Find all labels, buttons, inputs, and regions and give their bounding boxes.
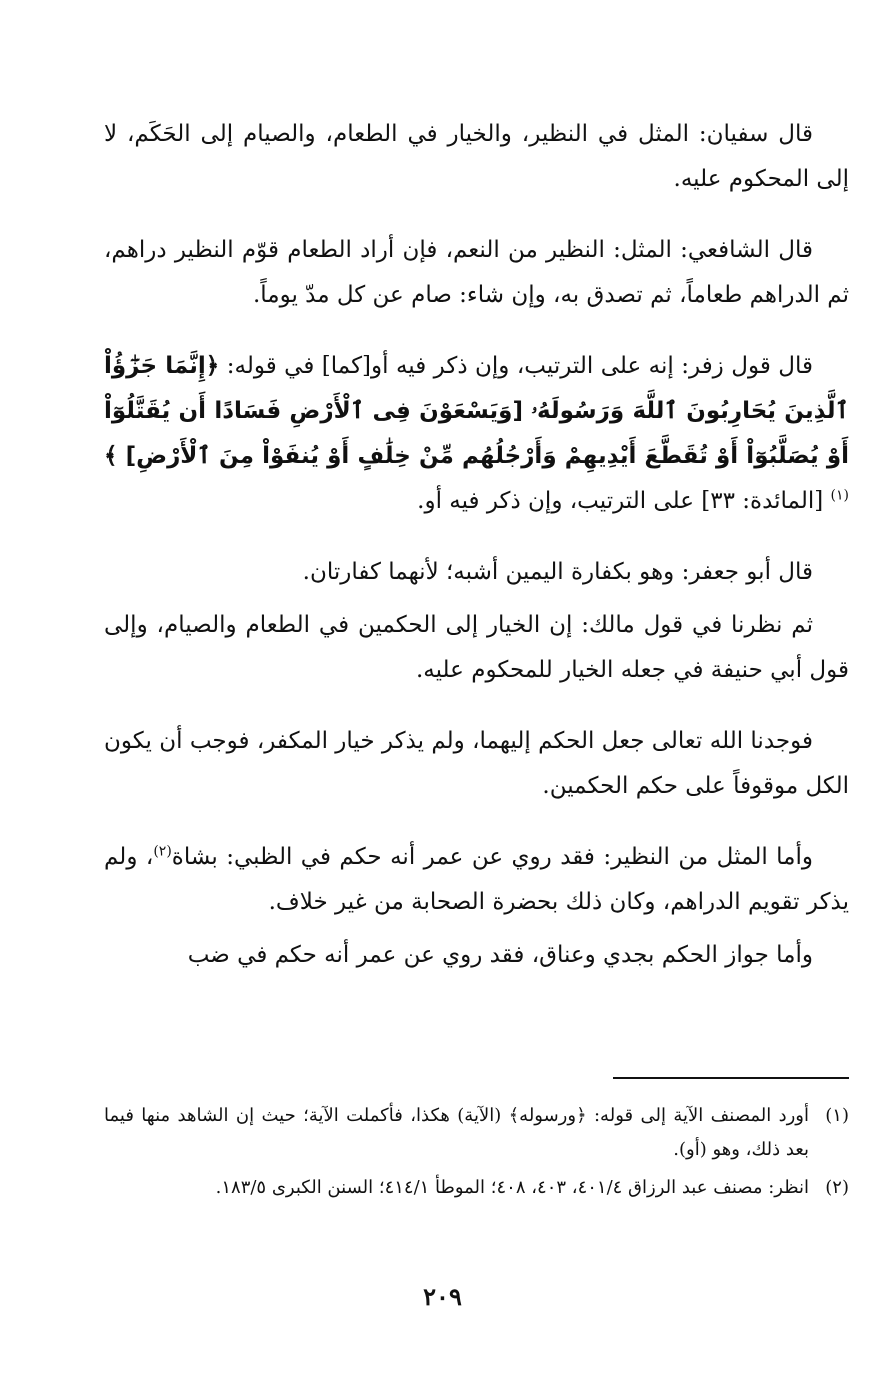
- footnote-number: (١): [825, 1105, 849, 1126]
- paragraph-mithl-end: ، ولم يذكر تقويم الدراهم، وكان ذلك بحضرة الصحابة من غير خلاف.: [104, 844, 849, 915]
- main-text: [104, 112, 849, 978]
- footnotes: [104, 1099, 849, 1209]
- paragraph-sufyan: قال سفيان: المثل في النظير، والخيار في الطعام، والصيام إلى الحَكَم، لا إلى المحكوم عليه.: [104, 121, 849, 192]
- paragraph-shafii: قال الشافعي: المثل: النظير من النعم، فإن أراد الطعام قوّم النظير دراهم، ثم الدراهم طعاماً، ثم تصدق به، وإن شاء: صام عن كل مدّ يوماً.: [104, 237, 849, 308]
- footnote-2: [104, 1171, 849, 1205]
- paragraph-abu-jafar: قال أبو جعفر: وهو بكفارة اليمين أشبه؛ لأنهما كفارتان.: [302, 559, 813, 585]
- footnote-text: انظر: مصنف عبد الرزاق ٤٠١/٤، ٤٠٣، ٤٠٨؛ الموطأ ٤١٤/١؛ السنن الكبرى ١٨٣/٥.: [215, 1177, 809, 1198]
- paragraph-mithl-start: وأما المثل من النظير: فقد روي عن عمر أنه حكم في الظبي: بشاة: [171, 844, 813, 870]
- footnote-number: (٢): [825, 1177, 849, 1198]
- paragraph-zufar: [104, 344, 849, 524]
- paragraph-zufar-intro: قال قول زفر: إنه على الترتيب، وإن ذكر فيه أو[كما] في قوله:: [226, 353, 814, 379]
- footnote-ref-1[interactable]: (١): [830, 487, 849, 504]
- paragraph-zufar-end: [المائدة: ٣٣] على الترتيب، وإن ذكر فيه أو.: [417, 488, 824, 514]
- paragraph-jady: وأما جواز الحكم بجدي وعناق، فقد روي عن عمر أنه حكم في ضب: [187, 942, 813, 968]
- page-number: ٢٠٩: [423, 1282, 462, 1311]
- footnote-ref-2[interactable]: (٢): [153, 843, 172, 860]
- paragraph-malik: ثم نظرنا في قول مالك: إن الخيار إلى الحكمين في الطعام والصيام، وإلى قول أبي حنيفة في جعله الخيار للمحكوم عليه.: [104, 612, 849, 683]
- quran-verse: ﴿إِنَّمَا جَزَٰٓؤُاْ ٱلَّذِينَ يُحَارِبُونَ ٱللَّهَ وَرَسُولَهُۥ [وَيَسْعَوْنَ فِى ٱلْأَرْضِ فَسَادًا أَن يُقَتَّلُوٓاْ أَوْ يُصَلَّبُوٓاْ أَوْ تُقَطَّعَ أَيْدِيهِمْ وَأَرْجُلُهُم مِّنْ خِلَٰفٍ أَوْ يُنفَوْاْ مِنَ ٱلْأَرْضِ] ﴾: [104, 353, 849, 469]
- footnote-divider: [613, 1077, 849, 1079]
- paragraph-mithl: [104, 835, 849, 925]
- footnote-1: [104, 1099, 849, 1167]
- footnote-text: أورد المصنف الآية إلى قوله: ﴿ورسوله﴾ (الآية) هكذا، فأكملت الآية؛ حيث إن الشاهد منها فيما بعد ذلك، وهو (أو).: [104, 1105, 809, 1160]
- paragraph-hukm: فوجدنا الله تعالى جعل الحكم إليهما، ولم يذكر خيار المكفر، فوجب أن يكون الكل موقوفاً على حكم الحكمين.: [104, 728, 849, 799]
